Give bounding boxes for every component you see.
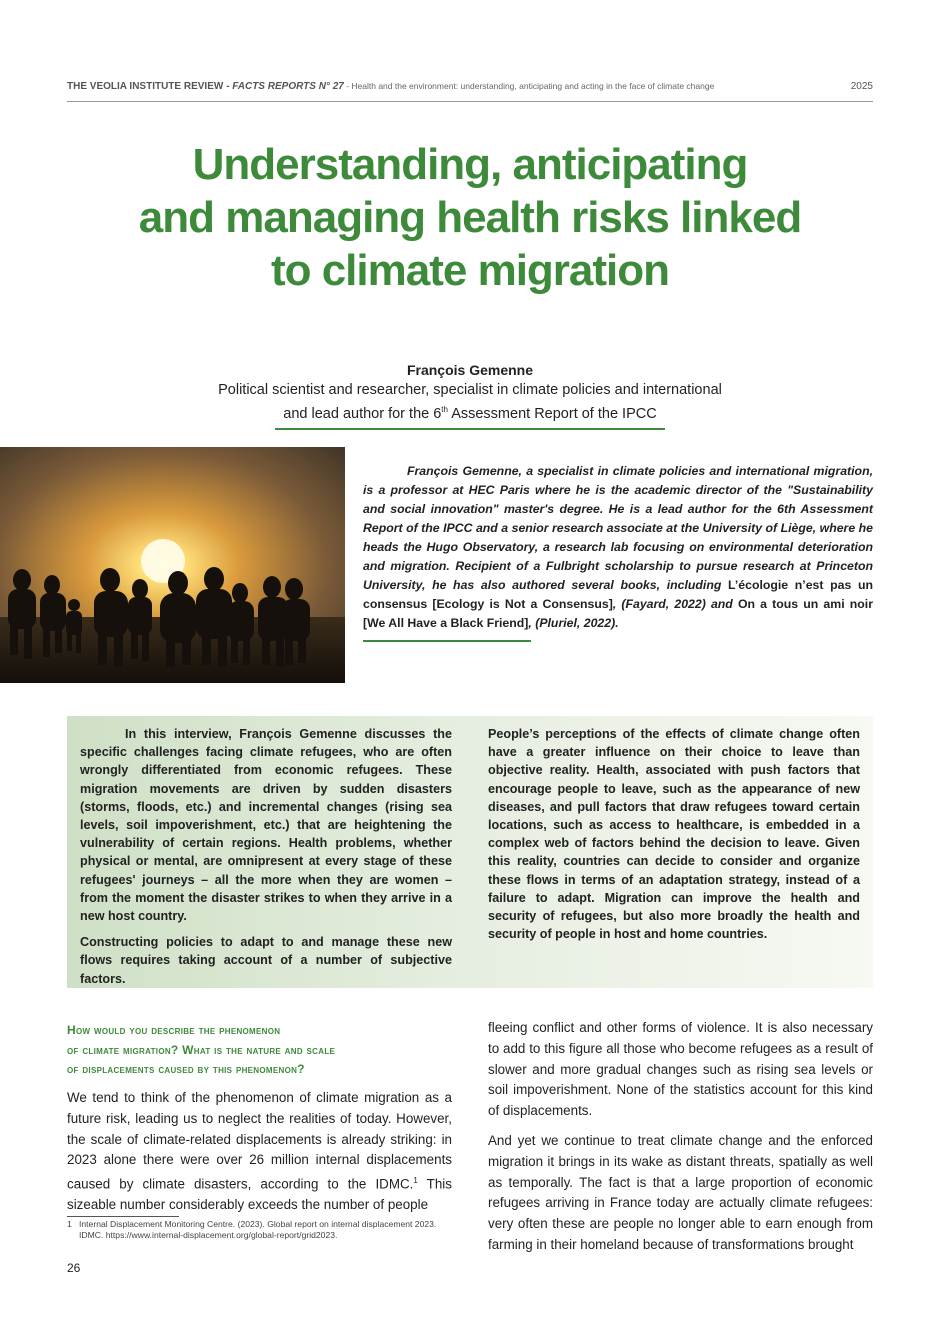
author-bio: [363, 462, 873, 633]
bio-publisher-2: , (Pluriel, 2022).: [528, 616, 619, 630]
title-line-3: to climate migration: [270, 246, 670, 295]
article-title: [100, 138, 840, 297]
footnote-reference[interactable]: 1: [413, 1176, 418, 1186]
header-divider: [67, 101, 873, 102]
intro-paragraph: [80, 725, 452, 925]
series-name: FACTS REPORTS N° 27: [232, 81, 344, 92]
author-role-superscript: th: [441, 405, 448, 414]
page-number: 26: [67, 1261, 81, 1275]
report-subtitle: - Health and the environment: understanding, anticipating and acting in the face of climate change: [343, 81, 715, 91]
bio-book-title-1: L’écologie n’est pas un consensus [Ecology is Not a Consensus]: [363, 578, 873, 611]
body-paragraph-text: We tend to think of the phenomenon of climate migration as a future risk, leading us to neglect the realities of today. However, the scale of climate-related displacements is already striking: in 2023 alone there were over 26 million internal displacements caused by climate disasters, according to the IDMC.: [67, 1090, 452, 1192]
interview-question: [67, 1021, 452, 1080]
intro-right-column: [488, 725, 860, 951]
author-role-text-end: Assessment Report of the IPCC: [447, 405, 657, 422]
intro-paragraph: People’s perceptions of the effects of climate change often have a greater influence on their choice to leave than objective reality. Health, associated with push factors that encourage people to leave, such as the appearance of new diseases, and pull factors that draw refugees toward certain locations, such as access to healthcare, is embedded in a complex web of factors behind the decision to leave. Given this reality, countries can decide to consider and organize these flows in terms of an adaptation strategy, instead of a failure to adapt. Migration can improve the health and security of refugees, but also more broadly the health and security of people in host and home countries.: [488, 727, 860, 942]
question-line-1: How would you describe the phenomenon: [67, 1023, 281, 1037]
question-line-2: of climate migration? What is the nature and scale: [67, 1042, 336, 1057]
publication-year: 2025: [850, 81, 873, 92]
photo-illustration: [0, 447, 345, 683]
footnote-number: 1: [67, 1219, 72, 1229]
intro-left-column: [80, 725, 452, 996]
body-left-column: [67, 1088, 452, 1225]
body-paragraph: fleeing conflict and other forms of violence. It is also necessary to add to this figure all those who become refugees as a result of slower and more gradual changes such as rising sea levels or soil impoverishment. None of the statistics account for this kind of displacements.: [488, 1020, 873, 1119]
intro-paragraph: Constructing policies to adapt to and manage these new flows requires taking account of a number of subjective factors.: [80, 935, 452, 986]
body-right-column: [488, 1018, 873, 1265]
publication-name: THE VEOLIA INSTITUTE REVIEW -: [67, 81, 233, 92]
bio-text: François Gemenne, a specialist in climate policies and international migration, is a professor at HEC Paris where he is the academic director of the "Sustainability and social innovation" master's degree. He is a lead author for the 6th Assessment Report of the IPCC and a senior research associate at the University of Liège, where he heads the Hugo Observatory, a research lab focusing on environmental deterioration and migration. Recipient of a Fulbright scholarship to pursue research at Princeton University, he has also authored several books, including: [363, 464, 873, 592]
footnote-divider: [67, 1216, 179, 1217]
intro-paragraph-text: In this interview, François Gemenne discusses the specific challenges facing climate refugees, who are often wrongly differentiated from economic refugees. These migration movements are driven by sudden disasters (storms, floods, etc.) and incremental changes (rising sea levels, soil impoverishment, etc.) that are heightening the vulnerability of certain regions. Health problems, whether physical or mental, are omnipresent at every stage of these refugees' journeys – all the more when they are women – from the moment the disaster strikes to when they arrive in a new host country.: [80, 727, 452, 924]
bio-publisher-1: , (Fayard, 2022) and: [612, 597, 738, 611]
body-paragraph: And yet we continue to treat climate change and the enforced migration it brings in its wake as distant threats, spatially as well as temporally. The fact is that a large proportion of economic refugees arriving in France today are actually climate refugees: very often these are people no longer able to earn enough from farming in their homeland because of transformations brought: [488, 1132, 873, 1252]
author-role-text: and lead author for the 6: [283, 405, 442, 422]
title-line-2: and managing health risks linked: [138, 193, 802, 242]
title-line-1: Understanding, anticipating: [192, 140, 748, 189]
question-line-3: of displacements caused by this phenomenon?: [67, 1062, 305, 1076]
bio-book-title-2: On a tous un ami noir [We All Have a Black Friend]: [363, 597, 873, 630]
author-role: [170, 381, 770, 424]
bio-divider: [363, 640, 531, 642]
body-paragraph: [67, 1088, 452, 1216]
author-role-line-2: [170, 400, 770, 424]
running-header: [67, 81, 873, 92]
footnote-text: Internal Displacement Monitoring Centre. (2023). Global report on internal displacement 2023. IDMC. https://www.internal-displacement.org/global-report/grid2023.: [79, 1219, 437, 1240]
body-paragraph-text-end: This sizeable number considerably exceeds the number of people: [67, 1176, 452, 1213]
author-role-line-1: Political scientist and researcher, specialist in climate policies and international: [218, 382, 722, 398]
author-name: François Gemenne: [406, 362, 534, 378]
migrants-sunset-photo: [0, 447, 345, 683]
footnote: [67, 1219, 459, 1241]
author-divider: [275, 428, 665, 430]
